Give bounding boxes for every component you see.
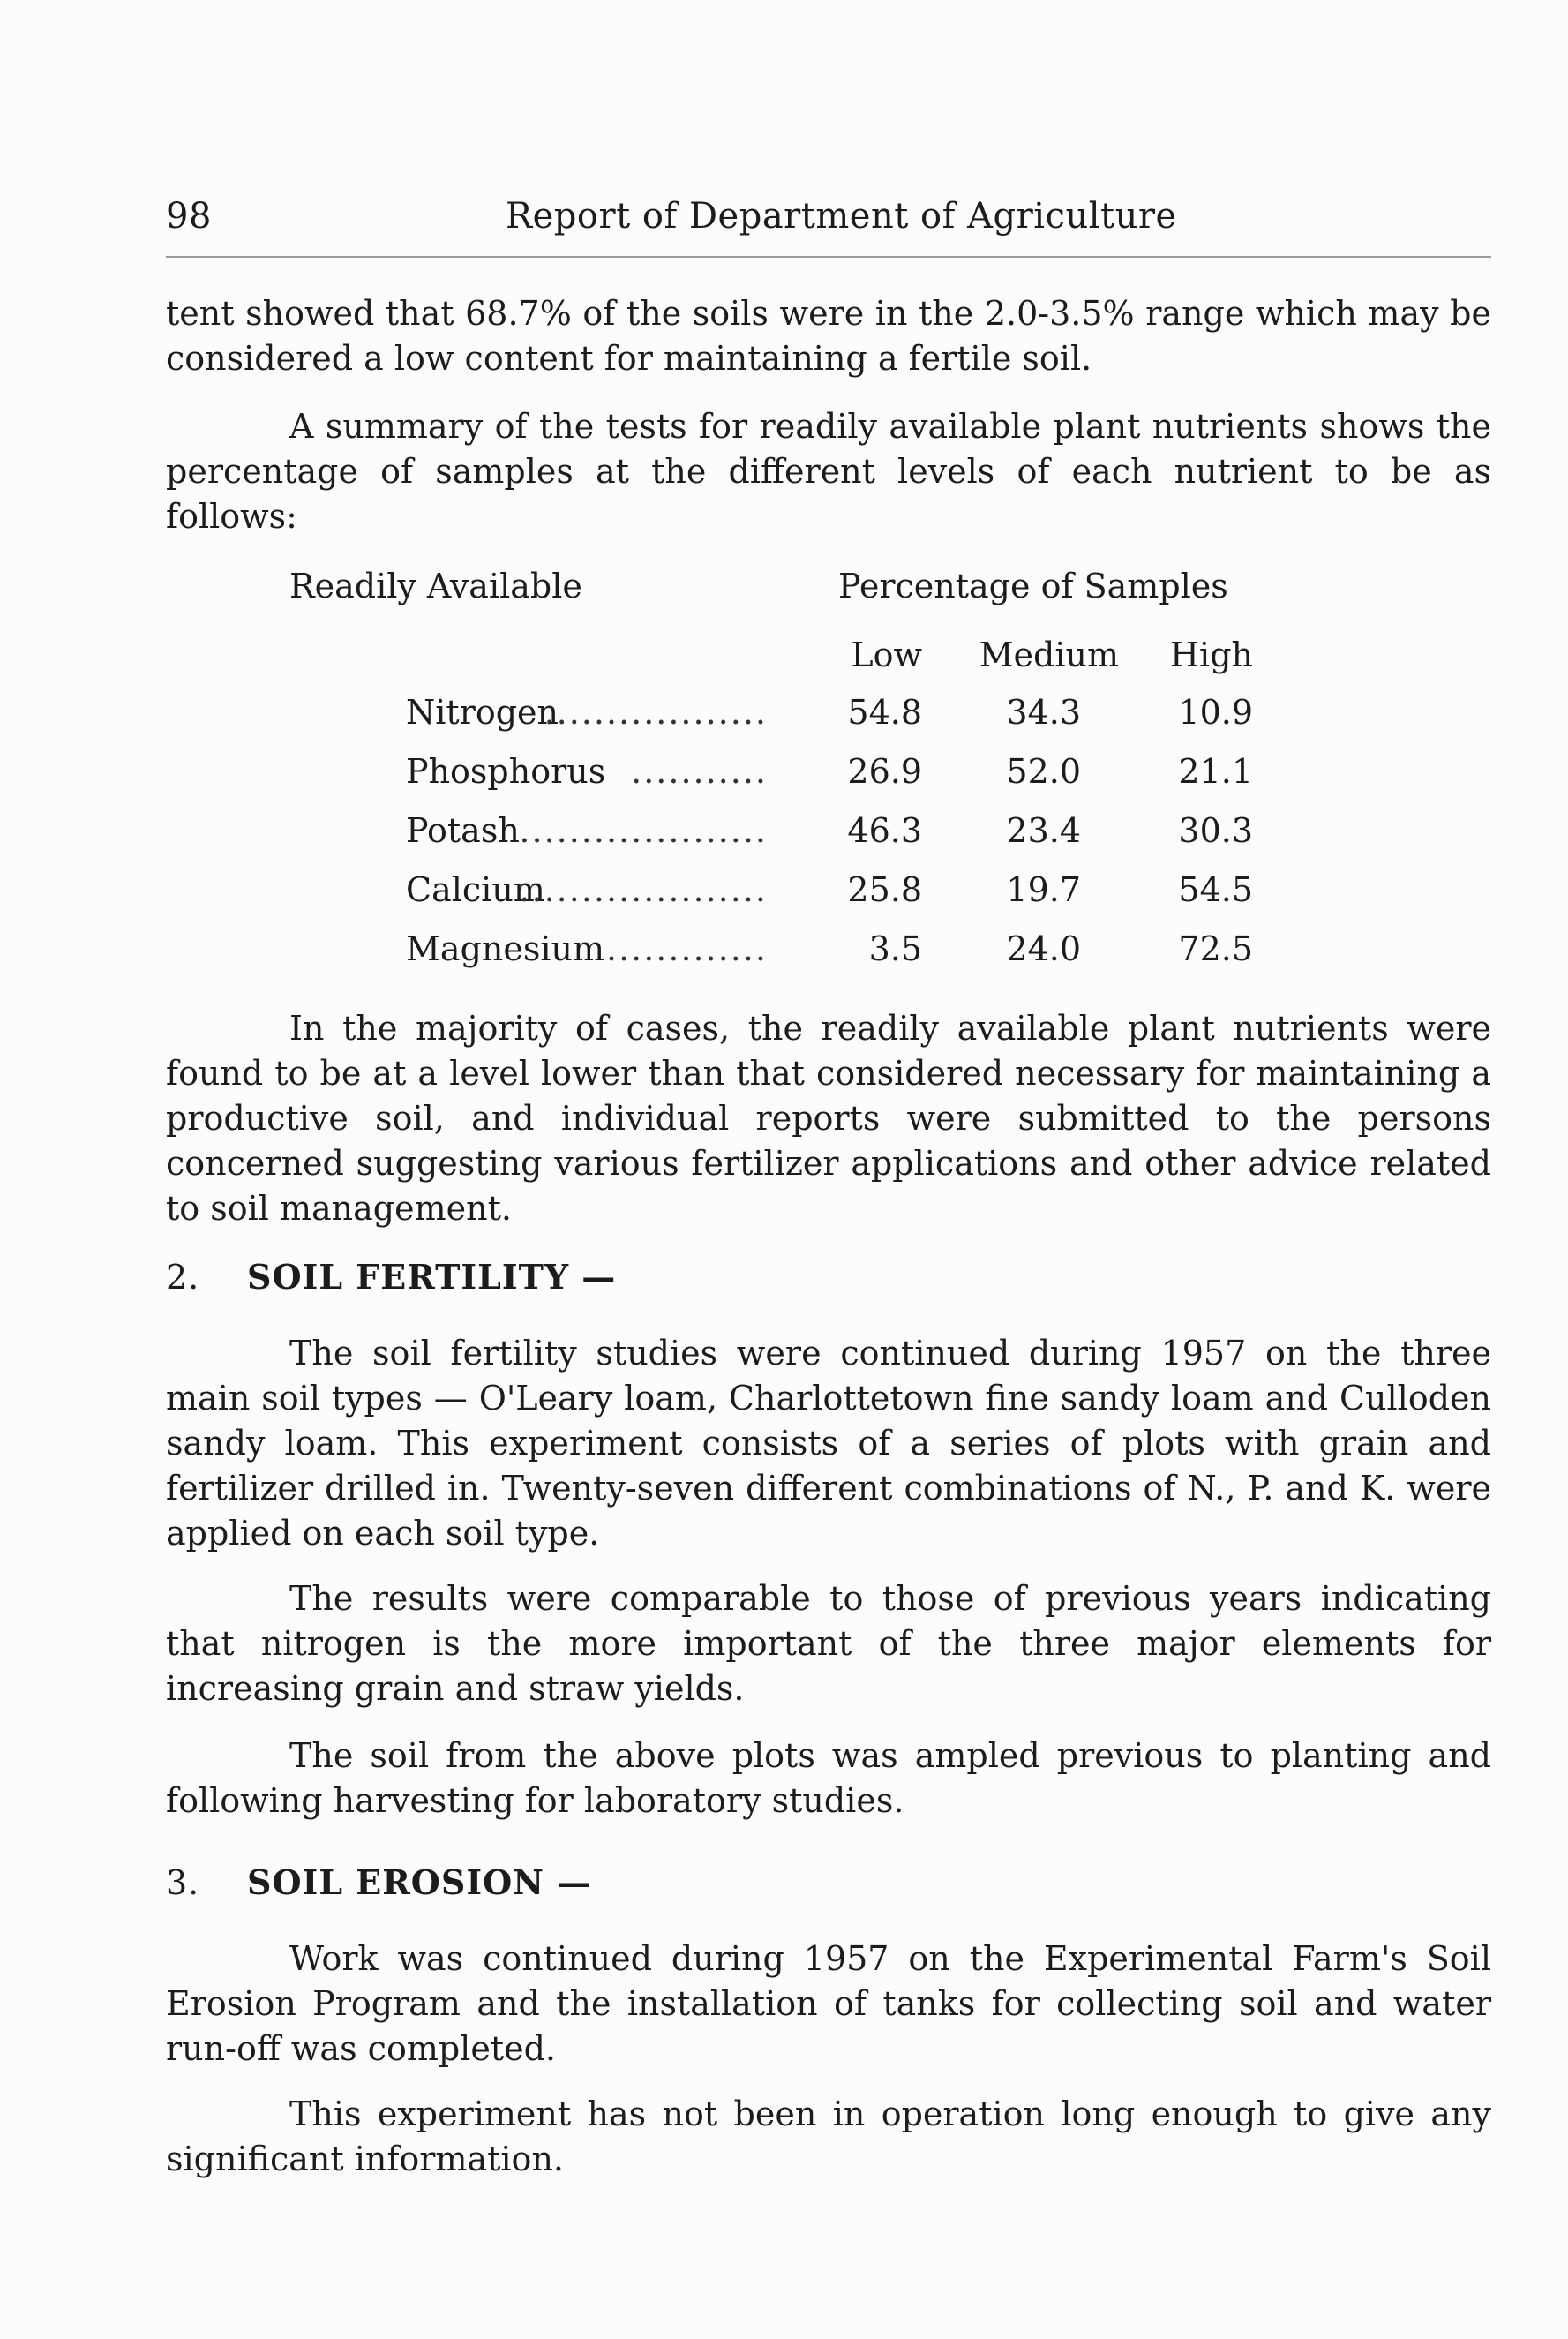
paragraph-1: tent showed that 68.7% of the soils were in the 2.0-3.5% range which may be considered a low content for maintaining a fertile soil.: [166, 294, 1491, 378]
table-row: [406, 811, 1253, 857]
section-heading-soil-erosion: [166, 1862, 591, 1902]
cell-medium: 24.0: [1006, 929, 1081, 968]
cell-high: 10.9: [1178, 693, 1253, 732]
section-number: 2.: [166, 1258, 200, 1297]
cell-medium: 52.0: [1006, 752, 1081, 791]
paragraph-8: This experiment has not been in operation long enough to give any significant information.: [166, 2095, 1491, 2178]
row-label: Nitrogen: [406, 693, 559, 732]
dot-leader: ....................: [519, 811, 768, 850]
cell-high: 21.1: [1178, 752, 1253, 791]
paragraph-2: A summary of the tests for readily available plant nutrients shows the percentage of samples at the different levels of each nutrient to be as follows:: [166, 407, 1491, 536]
cell-low: 25.8: [847, 870, 922, 909]
cell-medium: 19.7: [1006, 870, 1081, 909]
column-header-low: Low: [851, 636, 922, 674]
paragraph-7: Work was continued during 1957 on the Experimental Farm's Soil Erosion Program and the installation of tanks for collecting soil and water run-off was completed.: [166, 1939, 1491, 2068]
page-number: 98: [166, 196, 212, 237]
column-header-high: High: [1169, 636, 1253, 674]
row-label: Magnesium: [406, 929, 605, 968]
column-header-medium: Medium: [979, 636, 1119, 674]
dot-leader: ....................: [519, 870, 768, 909]
section-title: SOIL FERTILITY —: [247, 1257, 617, 1297]
page-header: [166, 196, 1491, 252]
table-column-headers: [406, 636, 1253, 681]
section-number: 3.: [166, 1863, 200, 1902]
cell-low: 54.8: [847, 693, 922, 732]
running-head-title: Report of Department of Agriculture: [506, 196, 1177, 237]
cell-medium: 23.4: [1006, 811, 1081, 850]
section-title: SOIL EROSION —: [247, 1862, 592, 1902]
cell-low: 26.9: [847, 752, 922, 791]
table-row: [406, 870, 1253, 916]
cell-high: 72.5: [1178, 929, 1253, 968]
paragraph-6: The soil from the above plots was ampled previous to planting and following harvesting for laboratory studies.: [166, 1736, 1491, 1820]
row-label: Calcium: [406, 870, 545, 909]
dot-leader: .............: [605, 929, 768, 968]
dot-leader: ...........: [631, 752, 768, 791]
table-row: [406, 929, 1253, 975]
paragraph-4: The soil fertility studies were continued during 1957 on the three main soil types — O'Leary loam, Charlottetown fine sandy loam and Culloden sandy loam. This experiment consists of a series of plots with grain and fertilizer drilled in. Twenty-seven different combinations of N., P. and K. were applied on each soil type.: [166, 1334, 1491, 1553]
table-row: [406, 752, 1253, 798]
header-rule: [166, 256, 1491, 258]
table-right-header: Percentage of Samples: [838, 567, 1228, 605]
table-row: [406, 693, 1253, 739]
cell-medium: 34.3: [1006, 693, 1081, 732]
table-left-header: Readily Available: [289, 567, 582, 605]
row-label: Phosphorus: [406, 752, 606, 791]
row-label: Potash: [406, 811, 520, 850]
paragraph-5: The results were comparable to those of previous years indicating that nitrogen is the more important of the three major elements for increasing grain and straw yields.: [166, 1579, 1491, 1708]
section-heading-soil-fertility: [166, 1257, 616, 1297]
paragraph-3: In the majority of cases, the readily available plant nutrients were found to be at a level lower than that considered necessary for maintaining a productive soil, and individual reports were submitted to the persons concerned suggesting various fertilizer applications and other advice related to soil management.: [166, 1009, 1491, 1228]
cell-low: 46.3: [847, 811, 922, 850]
dot-leader: ..................: [544, 693, 768, 732]
cell-high: 54.5: [1178, 870, 1253, 909]
cell-low: 3.5: [868, 929, 922, 968]
cell-high: 30.3: [1178, 811, 1253, 850]
